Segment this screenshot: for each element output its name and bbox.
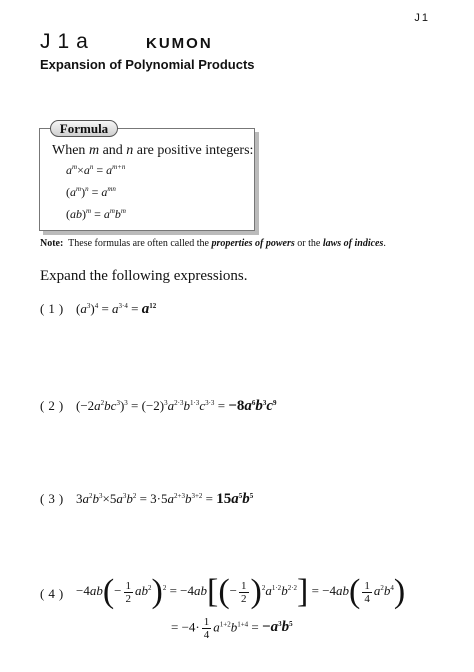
problem-1-answer: $a^{12}$ — [141, 301, 157, 317]
instruction: Expand the following expressions. — [40, 268, 248, 284]
problem-3-number: (3) — [40, 491, 68, 506]
var-n: n — [126, 143, 134, 158]
problem-4-equation-line-2: = −4· $\frac{1}{4}$ $a^{1+2}b^{1+4} = -a^3b^5$ — [171, 616, 293, 641]
problem-3-equation: $3a^2b^3\times 5a^3b^2 = 3\cdot 5a^{2+3}b^{3+2} = 15a^5b^5$ — [76, 491, 254, 507]
problem-2-equation: $(-2a^2bc^3)^3 = (-2)^3a^{2\cdot 3}b^{1\cdot 3}c^{3\cdot 3} = -8a^6b^3c^9$ — [76, 398, 277, 414]
problem-4-equation-line-1: −4ab(− $\frac{1}{2}$ $ab^2)^2 = -4ab[(-$ $\frac{1}{2}$ )$^2a^{1\cdot 2}b^{2\cdot 2}] = -4ab$( $\frac{1}{4}$ $a^2b^4$) — [76, 573, 406, 610]
formula-product-power-rule: $(ab)^m = a^mb^m$ — [66, 207, 126, 221]
formula-intro — [52, 143, 253, 159]
formula-product-rule: $a^m\times a^n = a^{m+n}$ — [66, 163, 126, 177]
problem-3-answer: $15a^5b^5$ — [216, 491, 254, 507]
note-term-2: laws of indices — [322, 238, 384, 249]
problem-4-answer: $-a^3b^5$ — [262, 619, 293, 636]
intro-post: are positive integers: — [133, 143, 254, 158]
page-number: J1 — [414, 12, 430, 24]
note-text-end: . — [383, 238, 386, 249]
note — [40, 238, 386, 249]
problem-1-equation: $(a^3)^4 = a^{3\cdot 4} = a^{12}$ — [76, 301, 157, 317]
var-m: m — [88, 143, 100, 158]
formula-power-rule: $(a^m)^n = a^{mn}$ — [66, 185, 116, 199]
note-term-1: properties of powers — [211, 238, 295, 249]
note-text-mid: or the — [294, 238, 323, 249]
problem-4-number: (4) — [40, 586, 68, 601]
level-label: J1a — [40, 30, 95, 53]
note-text-pre: These formulas are often called the — [68, 238, 212, 249]
page-title: Expansion of Polynomial Products — [40, 57, 255, 72]
formula-tab: Formula — [50, 120, 118, 137]
intro-pre: When — [52, 143, 89, 158]
note-label: Note: — [40, 238, 64, 249]
problem-1-number: (1) — [40, 301, 68, 316]
brand-logo: KUMON — [146, 35, 213, 52]
problem-2-number: (2) — [40, 398, 68, 413]
problem-2-answer: $-8a^6b^3c^9$ — [228, 398, 277, 414]
intro-and: and — [99, 143, 127, 158]
